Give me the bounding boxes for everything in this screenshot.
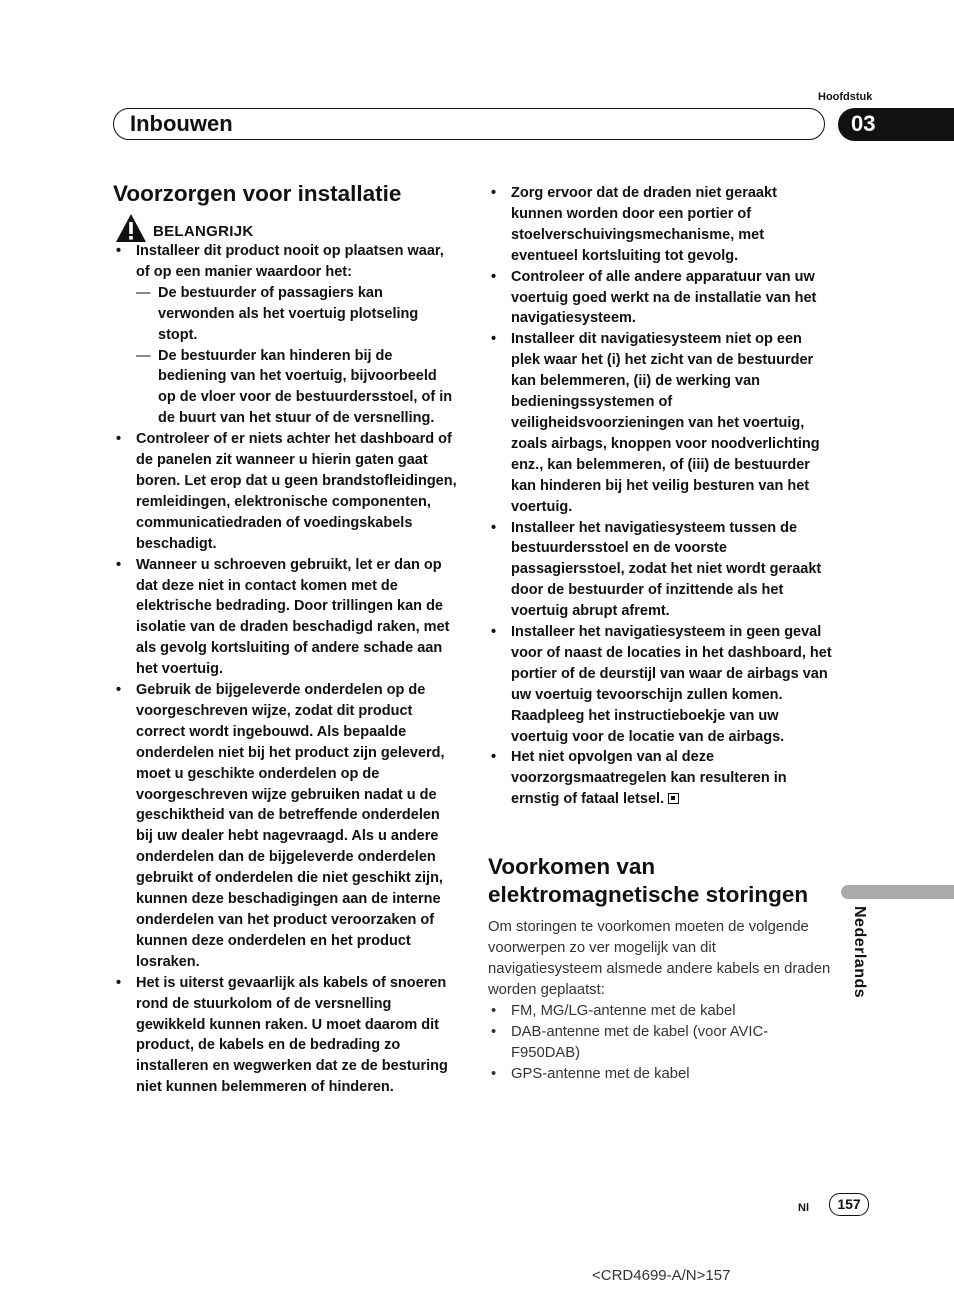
- list-item: • Controleer of alle andere apparatuur van uw voertuig goed werkt na de installatie van het navigatiesysteem.: [488, 267, 832, 330]
- chapter-title: Inbouwen: [130, 111, 233, 136]
- sub-list-item: — De bestuurder kan hinderen bij de bediening van het voertuig, bijvoorbeeld op de vloer voor de bestuurdersstoel, of in de buurt van het stuur of de versnelling.: [136, 346, 457, 430]
- section-title-precautions: Voorzorgen voor installatie: [113, 181, 402, 206]
- left-column: [113, 180, 457, 1098]
- sub-list: [136, 283, 457, 429]
- chapter-header-bar: [113, 108, 825, 140]
- precautions-list-right: [488, 183, 832, 810]
- list-item: • Controleer of er niets achter het dashboard of de panelen zit wanneer u hierin gaten gaat boren. Let erop dat u geen brandstofleidingen, remleidingen, elektronische componenten, communicatiedraden of voedingskabels beschadigt.: [113, 429, 457, 554]
- list-item: • Installeer het navigatiesysteem tussen de bestuurdersstoel en de voorste passagiersstoel, zodat het niet wordt geraakt door de bestuurder of inzittende als het voertuig abrupt afremt.: [488, 518, 832, 623]
- sub-list-item: — De bestuurder of passagiers kan verwonden als het voertuig plotseling stopt.: [136, 283, 457, 346]
- list-item: • Installeer het navigatiesysteem in geen geval voor of naast de locaties in het dashboard, het portier of de deurstijl van waar de airbags van uw voertuig tevoorschijn zullen komen. Raadpleeg het instructieboekje van uw voertuig voor de locatie van de airbags.: [488, 622, 832, 747]
- section-title-line: elektromagnetische storingen: [488, 882, 809, 908]
- language-tab: [841, 885, 954, 899]
- list-item-text: Installeer dit product nooit op plaatsen waar, of op een manier waardoor het:: [136, 243, 444, 280]
- end-of-section-icon: [668, 793, 679, 804]
- list-item: • Zorg ervoor dat de draden niet geraakt kunnen worden door een portier of stoelverschuivingsmechanisme, met eventueel kortsluiting tot gevolg.: [488, 183, 832, 267]
- warning-heading: [113, 215, 457, 241]
- list-item: [488, 747, 832, 810]
- document-code: <CRD4699-A/N>157: [592, 1267, 731, 1284]
- interference-list: [488, 1001, 832, 1085]
- interference-section: [488, 853, 832, 1084]
- list-item: • GPS-antenne met de kabel: [488, 1064, 832, 1085]
- chapter-number: 03: [851, 111, 876, 136]
- language-label: Nederlands: [851, 906, 868, 999]
- list-item: • FM, MG/LG-antenne met de kabel: [488, 1001, 832, 1022]
- list-item: • Wanneer u schroeven gebruikt, let er dan op dat deze niet in contact komen met de elektrische bedrading. Door trillingen kan de isolatie van de draden beschadigd raken, met als gevolg kortsluiting of andere schade aan het voertuig.: [113, 555, 457, 680]
- list-item: [113, 241, 457, 429]
- list-item: • Installeer dit navigatiesysteem niet op een plek waar het (i) het zicht van de bestuurder kan belemmeren, (ii) de werking van bedieningssystemen of veiligheidsvoorzieningen van het voertuig, zoals airbags, knoppen voor noodverlichting enz., kan belemmeren, of (iii) de bestuurder kan hinderen bij het veilig besturen van het voertuig.: [488, 329, 832, 517]
- warning-icon: [115, 213, 147, 243]
- right-column: [488, 183, 832, 1084]
- list-item: • DAB-antenne met de kabel (voor AVIC-F950DAB): [488, 1022, 832, 1064]
- precautions-list-left: [113, 241, 457, 1098]
- warning-label: BELANGRIJK: [153, 222, 254, 240]
- footer-language-code: Nl: [798, 1202, 809, 1214]
- interference-intro: Om storingen te voorkomen moeten de volgende voorwerpen zo ver mogelijk van dit navigatiesysteem alsmede andere kabels en draden worden geplaatst:: [488, 919, 831, 998]
- section-title-line: Voorkomen van: [488, 854, 656, 880]
- list-item: • Gebruik de bijgeleverde onderdelen op de voorgeschreven wijze, zodat dit product correct wordt ingebouwd. Als bepaalde onderdelen niet bij het product zijn geleverd, moet u geschikte onderdelen op de voorgeschreven wijze gebruiken nadat u de geschiktheid van de betreffende onderdelen bij uw dealer hebt nagevraagd. Als u andere onderdelen dan de bijgeleverde onderdelen gebruikt of onderdelen die niet geschikt zijn, kunnen deze beschadigingen aan de interne onderdelen van het product veroorzaken of kunnen deze onderdelen en het product losraken.: [113, 680, 457, 973]
- chapter-number-badge: [838, 108, 954, 141]
- section-title-interference: [488, 853, 832, 909]
- list-item-text: Het niet opvolgen van al deze voorzorgsmaatregelen kan resulteren in ernstig of fataal letsel.: [511, 749, 787, 808]
- chapter-label: Hoofdstuk: [818, 91, 873, 103]
- page-number: 157: [829, 1193, 869, 1216]
- list-item: • Het is uiterst gevaarlijk als kabels of snoeren rond de stuurkolom of de versnelling gewikkeld kunnen raken. U moet daarom dit product, de kabels en de bedrading zo installeren en wegwerken dat ze de besturing niet kunnen belemmeren of hinderen.: [113, 973, 457, 1098]
